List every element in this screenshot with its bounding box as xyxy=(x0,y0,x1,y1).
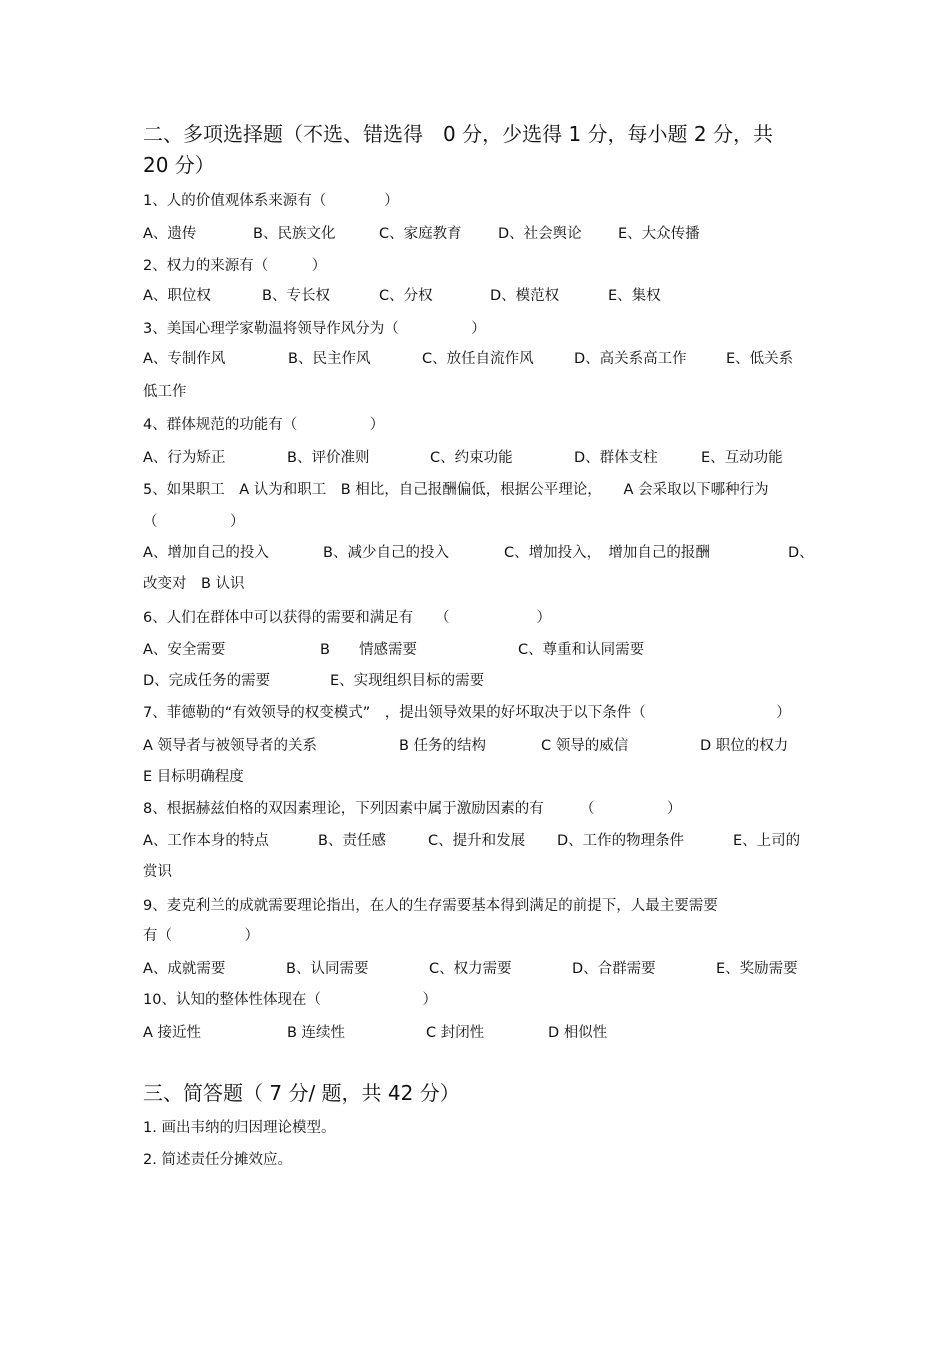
q7-option-c: C 领导的威信 xyxy=(541,738,629,754)
q2-option-e: E、集权 xyxy=(608,288,661,304)
q1-stem: 1、人的价值观体系来源有（ ） xyxy=(143,193,399,209)
q8-options xyxy=(0,831,950,851)
q10-option-a: A 接近性 xyxy=(143,1025,202,1041)
q8-option-a: A、工作本身的特点 xyxy=(143,833,269,849)
q7-option-d: D 职位的权力 xyxy=(700,738,789,754)
q9-stem: 9、麦克利兰的成就需要理论指出，在人的生存需要基本得到满足的前提下，人最主要需要 xyxy=(143,898,718,914)
q1-option-b: B、民族文化 xyxy=(253,226,336,242)
q1-options xyxy=(0,224,950,244)
q2-options xyxy=(0,286,950,306)
q7-stem: 7、菲德勒的“有效领导的权变模式” ，提出领导效果的好坏取决于以下条件（ ） xyxy=(143,705,791,721)
q6-option-e: E、实现组织目标的需要 xyxy=(330,673,485,689)
q9-option-e: E、奖励需要 xyxy=(716,961,798,977)
q8-option-e-cont: 赏识 xyxy=(143,864,172,880)
q3-option-e-cont: 低工作 xyxy=(143,384,187,400)
q8-option-d: D、工作的物理条件 xyxy=(557,833,685,849)
q10-option-d: D 相似性 xyxy=(548,1025,608,1041)
q3-option-a: A、专制作风 xyxy=(143,351,226,367)
q2-option-b: B、专长权 xyxy=(262,288,330,304)
q3-option-b: B、民主作风 xyxy=(288,351,371,367)
q4-options xyxy=(0,448,950,468)
q7-option-e: E 目标明确程度 xyxy=(143,769,244,785)
q6-option-d: D、完成任务的需要 xyxy=(143,673,271,689)
q5-option-c: C、增加投入， 增加自己的报酬 xyxy=(504,545,710,561)
q7-option-a: A 领导者与被领导者的关系 xyxy=(143,738,318,754)
q6-option-c: C、尊重和认同需要 xyxy=(518,642,645,658)
q3-option-d: D、高关系高工作 xyxy=(574,351,687,367)
section3-item-1: 1. 画出韦纳的归因理论模型。 xyxy=(143,1120,336,1136)
q9-option-a: A、成就需要 xyxy=(143,961,226,977)
q8-option-c: C、提升和发展 xyxy=(428,833,526,849)
q4-option-e: E、互动功能 xyxy=(701,450,783,466)
q10-options xyxy=(0,1023,950,1043)
q2-option-d: D、模范权 xyxy=(490,288,560,304)
q1-option-e: E、大众传播 xyxy=(618,226,700,242)
q9-stem-cont: 有（ ） xyxy=(143,928,259,944)
section2-title-line2: 20 分） xyxy=(143,153,215,177)
q1-option-a: A、遗传 xyxy=(143,226,197,242)
q6-option-b: B 情感需要 xyxy=(320,642,417,658)
q5-option-d-cont: 改变对 B 认识 xyxy=(143,576,245,592)
q10-option-c: C 封闭性 xyxy=(426,1025,485,1041)
q3-stem: 3、美国心理学家勒温将领导作风分为（ ） xyxy=(143,321,486,337)
q1-option-c: C、家庭教育 xyxy=(379,226,462,242)
q5-option-a: A、增加自己的投入 xyxy=(143,545,269,561)
q4-option-d: D、群体支柱 xyxy=(574,450,658,466)
q9-option-c: C、权力需要 xyxy=(429,961,512,977)
q9-option-b: B、认同需要 xyxy=(286,961,369,977)
q8-stem: 8、根据赫兹伯格的双因素理论，下列因素中属于激励因素的有 （ ） xyxy=(143,801,682,817)
q9-options xyxy=(0,959,950,979)
q6-options-row1 xyxy=(0,640,950,660)
section2-title-line1: 二、多项选择题（不选、错选得 0 分，少选得 1 分，每小题 2 分，共 xyxy=(143,122,773,146)
q7-options xyxy=(0,736,950,756)
q6-options-row2 xyxy=(0,671,950,691)
q5-stem: 5、如果职工 A 认为和职工 B 相比，自己报酬偏低，根据公平理论， A 会采取以下哪种行为 xyxy=(143,482,769,498)
q3-option-e: E、低关系 xyxy=(726,351,794,367)
q3-option-c: C、放任自流作风 xyxy=(422,351,534,367)
q4-stem: 4、群体规范的功能有（ ） xyxy=(143,417,385,433)
q3-options xyxy=(0,349,950,369)
q4-option-a: A、行为矫正 xyxy=(143,450,226,466)
q8-option-b: B、责任感 xyxy=(318,833,386,849)
q4-option-c: C、约束功能 xyxy=(430,450,513,466)
q5-option-b: B、减少自己的投入 xyxy=(323,545,449,561)
q10-option-b: B 连续性 xyxy=(287,1025,346,1041)
q8-option-e: E、上司的 xyxy=(733,833,801,849)
q10-stem: 10、认知的整体性体现在（ ） xyxy=(143,992,437,1008)
section3-item-2: 2. 简述责任分摊效应。 xyxy=(143,1152,292,1168)
q6-stem: 6、人们在群体中可以获得的需要和满足有 （ ） xyxy=(143,610,551,626)
section3-title: 三、简答题（ 7 分/ 题，共 42 分） xyxy=(143,1081,460,1105)
q5-stem-cont: （ ） xyxy=(143,514,245,530)
q5-option-d: D、 xyxy=(788,545,814,561)
q2-stem: 2、权力的来源有（ ） xyxy=(143,258,327,274)
q2-option-c: C、分权 xyxy=(379,288,433,304)
q4-option-b: B、评价准则 xyxy=(287,450,370,466)
q6-option-a: A、安全需要 xyxy=(143,642,226,658)
q2-option-a: A、职位权 xyxy=(143,288,211,304)
q7-option-b: B 任务的结构 xyxy=(399,738,487,754)
q9-option-d: D、合群需要 xyxy=(572,961,656,977)
q5-options xyxy=(0,543,950,563)
q1-option-d: D、社会舆论 xyxy=(498,226,582,242)
